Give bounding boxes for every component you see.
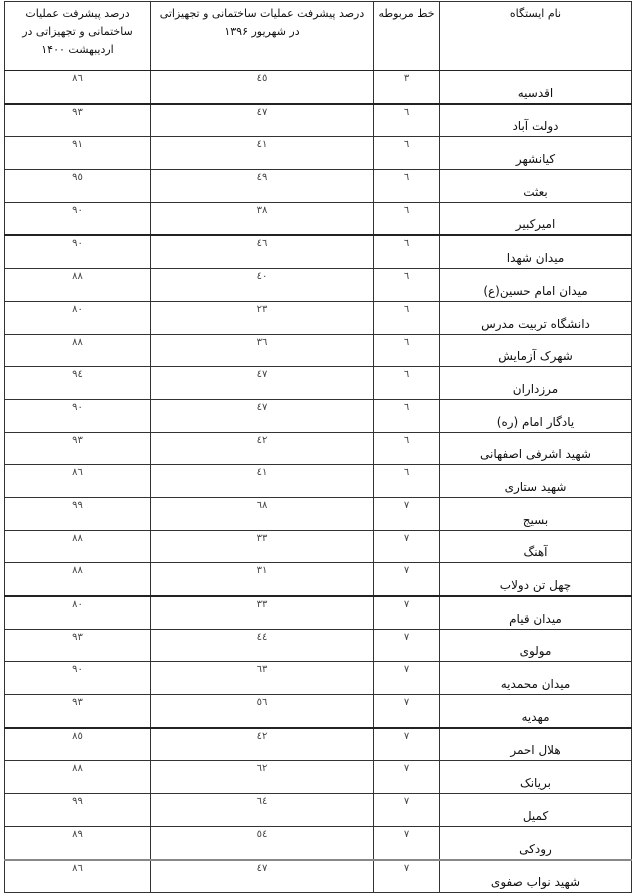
progress-1396-cell: ٥٦ <box>151 695 374 728</box>
table-row <box>5 137 632 170</box>
table-row <box>5 334 632 367</box>
progress-1400-cell: ٨٦ <box>5 465 151 498</box>
table-row <box>5 301 632 334</box>
progress-1396-cell: ٤١ <box>151 137 374 170</box>
station-name-cell: شهید ستاری <box>440 465 632 498</box>
table-row <box>5 761 632 794</box>
progress-1396-cell: ٤٧ <box>151 860 374 893</box>
progress-1400-cell: ٩٩ <box>5 497 151 530</box>
table-row <box>5 794 632 827</box>
line-cell: ٧ <box>374 530 440 563</box>
table-row <box>5 104 632 137</box>
progress-1400-cell: ٩٣ <box>5 104 151 137</box>
line-cell: ٦ <box>374 367 440 400</box>
table-row <box>5 695 632 728</box>
progress-1400-cell: ٨٨ <box>5 530 151 563</box>
line-cell: ٧ <box>374 596 440 629</box>
station-name-cell: میدان امام حسین(ع) <box>440 269 632 302</box>
table-row <box>5 465 632 498</box>
table-row <box>5 860 632 893</box>
progress-1396-cell: ٤٠ <box>151 269 374 302</box>
table-row <box>5 71 632 104</box>
station-name-cell: رودکی <box>440 826 632 859</box>
table-row <box>5 367 632 400</box>
station-name-cell: امیرکبیر <box>440 202 632 235</box>
line-cell: ٦ <box>374 432 440 465</box>
line-cell: ٧ <box>374 860 440 893</box>
progress-1400-cell: ٨٦ <box>5 860 151 893</box>
station-name-cell: دولت آباد <box>440 104 632 137</box>
line-cell: ٦ <box>374 399 440 432</box>
line-cell: ٦ <box>374 334 440 367</box>
station-name-cell: مهدیه <box>440 695 632 728</box>
progress-1400-cell: ٩٣ <box>5 629 151 662</box>
progress-1400-cell: ٩٣ <box>5 695 151 728</box>
station-name-cell: بعثت <box>440 170 632 203</box>
station-name-cell: مرزداران <box>440 367 632 400</box>
table-row <box>5 497 632 530</box>
table-row <box>5 170 632 203</box>
progress-1396-cell: ٦٨ <box>151 497 374 530</box>
station-name-cell: بریانک <box>440 761 632 794</box>
table-row <box>5 530 632 563</box>
line-cell: ٦ <box>374 301 440 334</box>
table-row <box>5 235 632 268</box>
line-cell: ٧ <box>374 695 440 728</box>
line-cell: ٧ <box>374 794 440 827</box>
progress-1396-cell: ٤٤ <box>151 629 374 662</box>
progress-1400-cell: ٩١ <box>5 137 151 170</box>
header-row <box>5 2 632 71</box>
line-cell: ٦ <box>374 269 440 302</box>
progress-1396-cell: ٤٧ <box>151 104 374 137</box>
progress-1400-cell: ٨٨ <box>5 334 151 367</box>
station-name-cell: مولوی <box>440 629 632 662</box>
progress-1396-cell: ٣١ <box>151 563 374 596</box>
line-cell: ٣ <box>374 71 440 104</box>
progress-1400-cell: ٨٨ <box>5 761 151 794</box>
table-row <box>5 202 632 235</box>
progress-1396-cell: ٣٣ <box>151 530 374 563</box>
table-body <box>5 71 632 893</box>
progress-1396-cell: ٤١ <box>151 465 374 498</box>
line-cell: ٧ <box>374 629 440 662</box>
station-name-cell: دانشگاه تربیت مدرس <box>440 301 632 334</box>
table-row <box>5 269 632 302</box>
station-name-cell: شهرک آزمایش <box>440 334 632 367</box>
station-name-cell: اقدسیه <box>440 71 632 104</box>
station-name-cell: آهنگ <box>440 530 632 563</box>
progress-1400-cell: ٩٣ <box>5 432 151 465</box>
progress-1396-cell: ٦٣ <box>151 662 374 695</box>
progress-1400-cell: ٩٩ <box>5 794 151 827</box>
progress-1396-cell: ٣٦ <box>151 334 374 367</box>
station-name-cell: شهید اشرفی اصفهانی <box>440 432 632 465</box>
progress-1396-cell: ٣٨ <box>151 202 374 235</box>
progress-1400-cell: ٨٨ <box>5 563 151 596</box>
progress-1396-cell: ٤٢ <box>151 728 374 761</box>
progress-1396-cell: ٤٥ <box>151 71 374 104</box>
progress-1396-cell: ٤٧ <box>151 399 374 432</box>
line-cell: ٧ <box>374 563 440 596</box>
station-name-cell: هلال احمر <box>440 728 632 761</box>
progress-1400-cell: ٨٦ <box>5 71 151 104</box>
progress-1400-cell: ٩٥ <box>5 170 151 203</box>
progress-1396-cell: ٤٢ <box>151 432 374 465</box>
progress-1400-cell: ٩٠ <box>5 235 151 268</box>
progress-1400-cell: ٩٠ <box>5 202 151 235</box>
progress-1400-cell: ٨٩ <box>5 826 151 859</box>
table-row <box>5 596 632 629</box>
line-cell: ٦ <box>374 170 440 203</box>
table-row <box>5 662 632 695</box>
progress-1396-cell: ٦٢ <box>151 761 374 794</box>
progress-1400-cell: ٨٠ <box>5 301 151 334</box>
progress-1400-cell: ٩٠ <box>5 662 151 695</box>
progress-1400-cell: ٨٨ <box>5 269 151 302</box>
header-progress-1400: درصد پیشرفت عملیات ساختمانی و تجهیزاتی در اردیبهشت ۱۴۰۰ <box>5 2 151 71</box>
station-name-cell: شهید نواب صفوی <box>440 860 632 893</box>
station-name-cell: میدان قیام <box>440 596 632 629</box>
progress-1396-cell: ٥٤ <box>151 826 374 859</box>
line-cell: ٦ <box>374 104 440 137</box>
station-name-cell: بسیج <box>440 497 632 530</box>
progress-1396-cell: ٣٣ <box>151 596 374 629</box>
header-line: خط مربوطه <box>374 2 440 71</box>
line-cell: ٧ <box>374 761 440 794</box>
progress-1396-cell: ٤٩ <box>151 170 374 203</box>
station-progress-table <box>4 1 632 893</box>
line-cell: ٧ <box>374 497 440 530</box>
progress-1400-cell: ٩٠ <box>5 399 151 432</box>
table-row <box>5 629 632 662</box>
line-cell: ٦ <box>374 137 440 170</box>
header-progress-1396: درصد پیشرفت عملیات ساختمانی و تجهیزاتی در شهریور ۱۳۹۶ <box>151 2 374 71</box>
progress-1396-cell: ٤٦ <box>151 235 374 268</box>
line-cell: ٦ <box>374 465 440 498</box>
station-name-cell: چهل تن دولاب <box>440 563 632 596</box>
progress-1400-cell: ٨٠ <box>5 596 151 629</box>
header-station: نام ایستگاه <box>440 2 632 71</box>
progress-1396-cell: ٦٤ <box>151 794 374 827</box>
progress-1396-cell: ٢٣ <box>151 301 374 334</box>
station-name-cell: کیانشهر <box>440 137 632 170</box>
table-row <box>5 826 632 859</box>
line-cell: ٧ <box>374 826 440 859</box>
progress-1400-cell: ٩٤ <box>5 367 151 400</box>
station-name-cell: میدان محمدیه <box>440 662 632 695</box>
line-cell: ٧ <box>374 662 440 695</box>
station-name-cell: یادگار امام (ره) <box>440 399 632 432</box>
table-row <box>5 563 632 596</box>
table-row <box>5 399 632 432</box>
progress-1396-cell: ٤٧ <box>151 367 374 400</box>
line-cell: ٧ <box>374 728 440 761</box>
station-name-cell: کمیل <box>440 794 632 827</box>
line-cell: ٦ <box>374 202 440 235</box>
table-row <box>5 432 632 465</box>
station-name-cell: میدان شهدا <box>440 235 632 268</box>
line-cell: ٦ <box>374 235 440 268</box>
progress-1400-cell: ٨٥ <box>5 728 151 761</box>
table-row <box>5 728 632 761</box>
